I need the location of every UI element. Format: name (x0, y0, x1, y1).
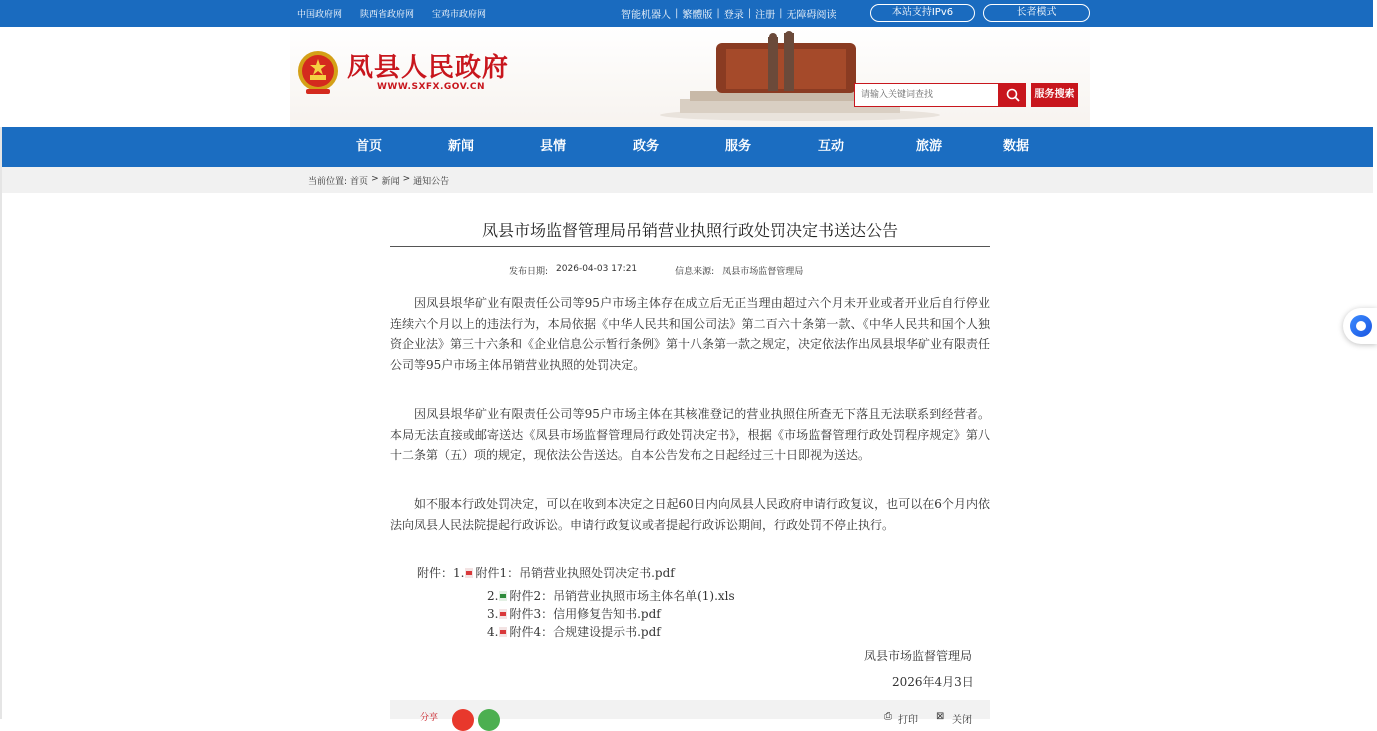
close-icon[interactable]: ⊠ (936, 711, 945, 722)
site-url: WWW.SXFX.GOV.CN (377, 82, 486, 92)
link-accessibility[interactable]: 无障碍阅读 (786, 10, 837, 21)
attachment-number: 3. (487, 606, 499, 621)
service-search-button[interactable]: 服务搜索 (1031, 83, 1078, 107)
attachment-number: 2. (487, 588, 499, 603)
separator: | (716, 8, 720, 19)
attachments-label: 附件： (417, 566, 454, 580)
breadcrumb (308, 174, 449, 187)
link-baoji-gov[interactable]: 宝鸡市政府网 (432, 10, 487, 20)
breadcrumb-home[interactable]: 首页 (350, 177, 369, 187)
nav-county-info[interactable]: 县情 (539, 139, 567, 154)
separator: | (747, 8, 752, 19)
signer: 凤县市场监督管理局 (864, 649, 973, 663)
article-tools-bar (390, 700, 990, 726)
wechat-share-icon[interactable] (478, 709, 500, 731)
sign-date: 2026年4月3日 (892, 675, 974, 689)
utility-links (621, 6, 837, 21)
nav-tourism[interactable]: 旅游 (915, 139, 943, 154)
article-meta (509, 264, 803, 277)
attachment-item (417, 564, 675, 581)
close-button[interactable]: 关闭 (952, 715, 972, 726)
publish-date: 2026-04-03 17:21 (556, 264, 638, 274)
link-robot[interactable]: 智能机器人 (621, 10, 671, 21)
article-paragraph: 因凤县垠华矿业有限责任公司等95户市场主体在其核准登记的营业执照住所查无下落且无法联系到经营者。本局无法直接或邮寄送达《凤县市场监督管理局行政处罚决定书》，根据《市场监督管理行政处罚程序规定》第八十二条第（五）项的规定，现依法公告送达。自本公告发布之日起经过三十日即视为送达。 (390, 407, 990, 462)
monument-illustration-icon (660, 33, 960, 123)
main-nav (2, 127, 1373, 167)
search-button[interactable] (999, 83, 1026, 107)
title-divider (390, 246, 990, 247)
attachment-item (487, 605, 661, 622)
source-label: 信息来源: (675, 267, 715, 277)
article-paragraph: 如不服本行政处罚决定，可以在收到本决定之日起60日内向凤县人民政府申请行政复议，也可以在6个月内依法向凤县人民法院提起行政诉讼。申请行政复议或者提起行政诉讼期间，行政处罚不停止执行。 (390, 497, 990, 532)
external-links (297, 7, 486, 20)
link-central-gov[interactable]: 中国政府网 (297, 10, 343, 20)
attachment-number: 1. (453, 565, 465, 580)
attachment-link[interactable]: 附件4：合规建设提示书.pdf (509, 625, 661, 639)
link-shaanxi-gov[interactable]: 陕西省政府网 (360, 10, 415, 20)
pdf-icon (499, 627, 507, 637)
article-title: 凤县市场监督管理局吊销营业执照行政处罚决定书送达公告 (481, 221, 898, 240)
pdf-icon (465, 568, 473, 578)
nav-government[interactable]: 政务 (632, 139, 660, 154)
breadcrumb-notices[interactable]: 通知公告 (413, 177, 450, 187)
site-title: 凤县人民政府 (347, 53, 510, 83)
attachment-link[interactable]: 附件2：吊销营业执照市场主体名单(1).xls (509, 589, 735, 603)
attachment-item (487, 623, 661, 640)
link-register[interactable]: 注册 (755, 10, 776, 21)
nav-data[interactable]: 数据 (1002, 139, 1030, 154)
publish-label: 发布日期: (509, 267, 549, 277)
ipv6-button[interactable]: 本站支持IPv6 (870, 4, 975, 22)
separator: | (779, 8, 783, 19)
top-bar (0, 0, 1373, 27)
share-label: 分享 (420, 713, 439, 723)
national-emblem-icon (296, 49, 340, 97)
site-header (0, 27, 1373, 127)
weibo-share-icon[interactable] (452, 709, 474, 731)
attachment-link[interactable]: 附件1：吊销营业执照处罚决定书.pdf (475, 566, 675, 580)
nav-services[interactable]: 服务 (724, 139, 752, 154)
attachment-item (487, 587, 735, 604)
breadcrumb-bar (2, 167, 1373, 193)
breadcrumb-news[interactable]: 新闻 (381, 177, 400, 187)
assistant-icon (1350, 315, 1372, 337)
nav-news[interactable]: 新闻 (447, 139, 475, 154)
print-button[interactable]: 打印 (898, 715, 918, 726)
nav-home[interactable]: 首页 (355, 139, 383, 154)
link-traditional[interactable]: 繁體版 (682, 10, 713, 21)
breadcrumb-separator: > (402, 174, 411, 184)
xls-icon (499, 591, 507, 601)
elder-mode-button[interactable]: 长者模式 (983, 4, 1090, 22)
floating-assistant-button[interactable] (1343, 308, 1377, 344)
source-value: 凤县市场监督管理局 (722, 267, 804, 277)
attachment-number: 4. (487, 624, 499, 639)
separator: | (675, 8, 679, 19)
search-icon (1006, 88, 1020, 102)
link-login[interactable]: 登录 (723, 10, 744, 21)
breadcrumb-separator: > (371, 174, 379, 184)
pdf-icon (499, 609, 507, 619)
print-icon[interactable]: ⎙ (884, 711, 892, 722)
search-input[interactable]: 请输入关键词查找 (854, 83, 999, 107)
attachment-link[interactable]: 附件3：信用修复告知书.pdf (509, 607, 661, 621)
breadcrumb-label: 当前位置: (308, 177, 348, 187)
article-paragraph: 因凤县垠华矿业有限责任公司等95户市场主体存在成立后无正当理由超过六个月未开业或者开业后自行停业连续六个月以上的违法行为，本局依据《中华人民共和国公司法》第二百六十条第一款、《中华人民共和国个人独资企业法》第三十六条和《企业信息公示暂行条例》第十八条第一款之规定，决定依法作出凤县垠华矿业有限责任公司等95户市场主体吊销营业执照的处罚决定。 (390, 296, 991, 372)
nav-interaction[interactable]: 互动 (817, 139, 845, 154)
